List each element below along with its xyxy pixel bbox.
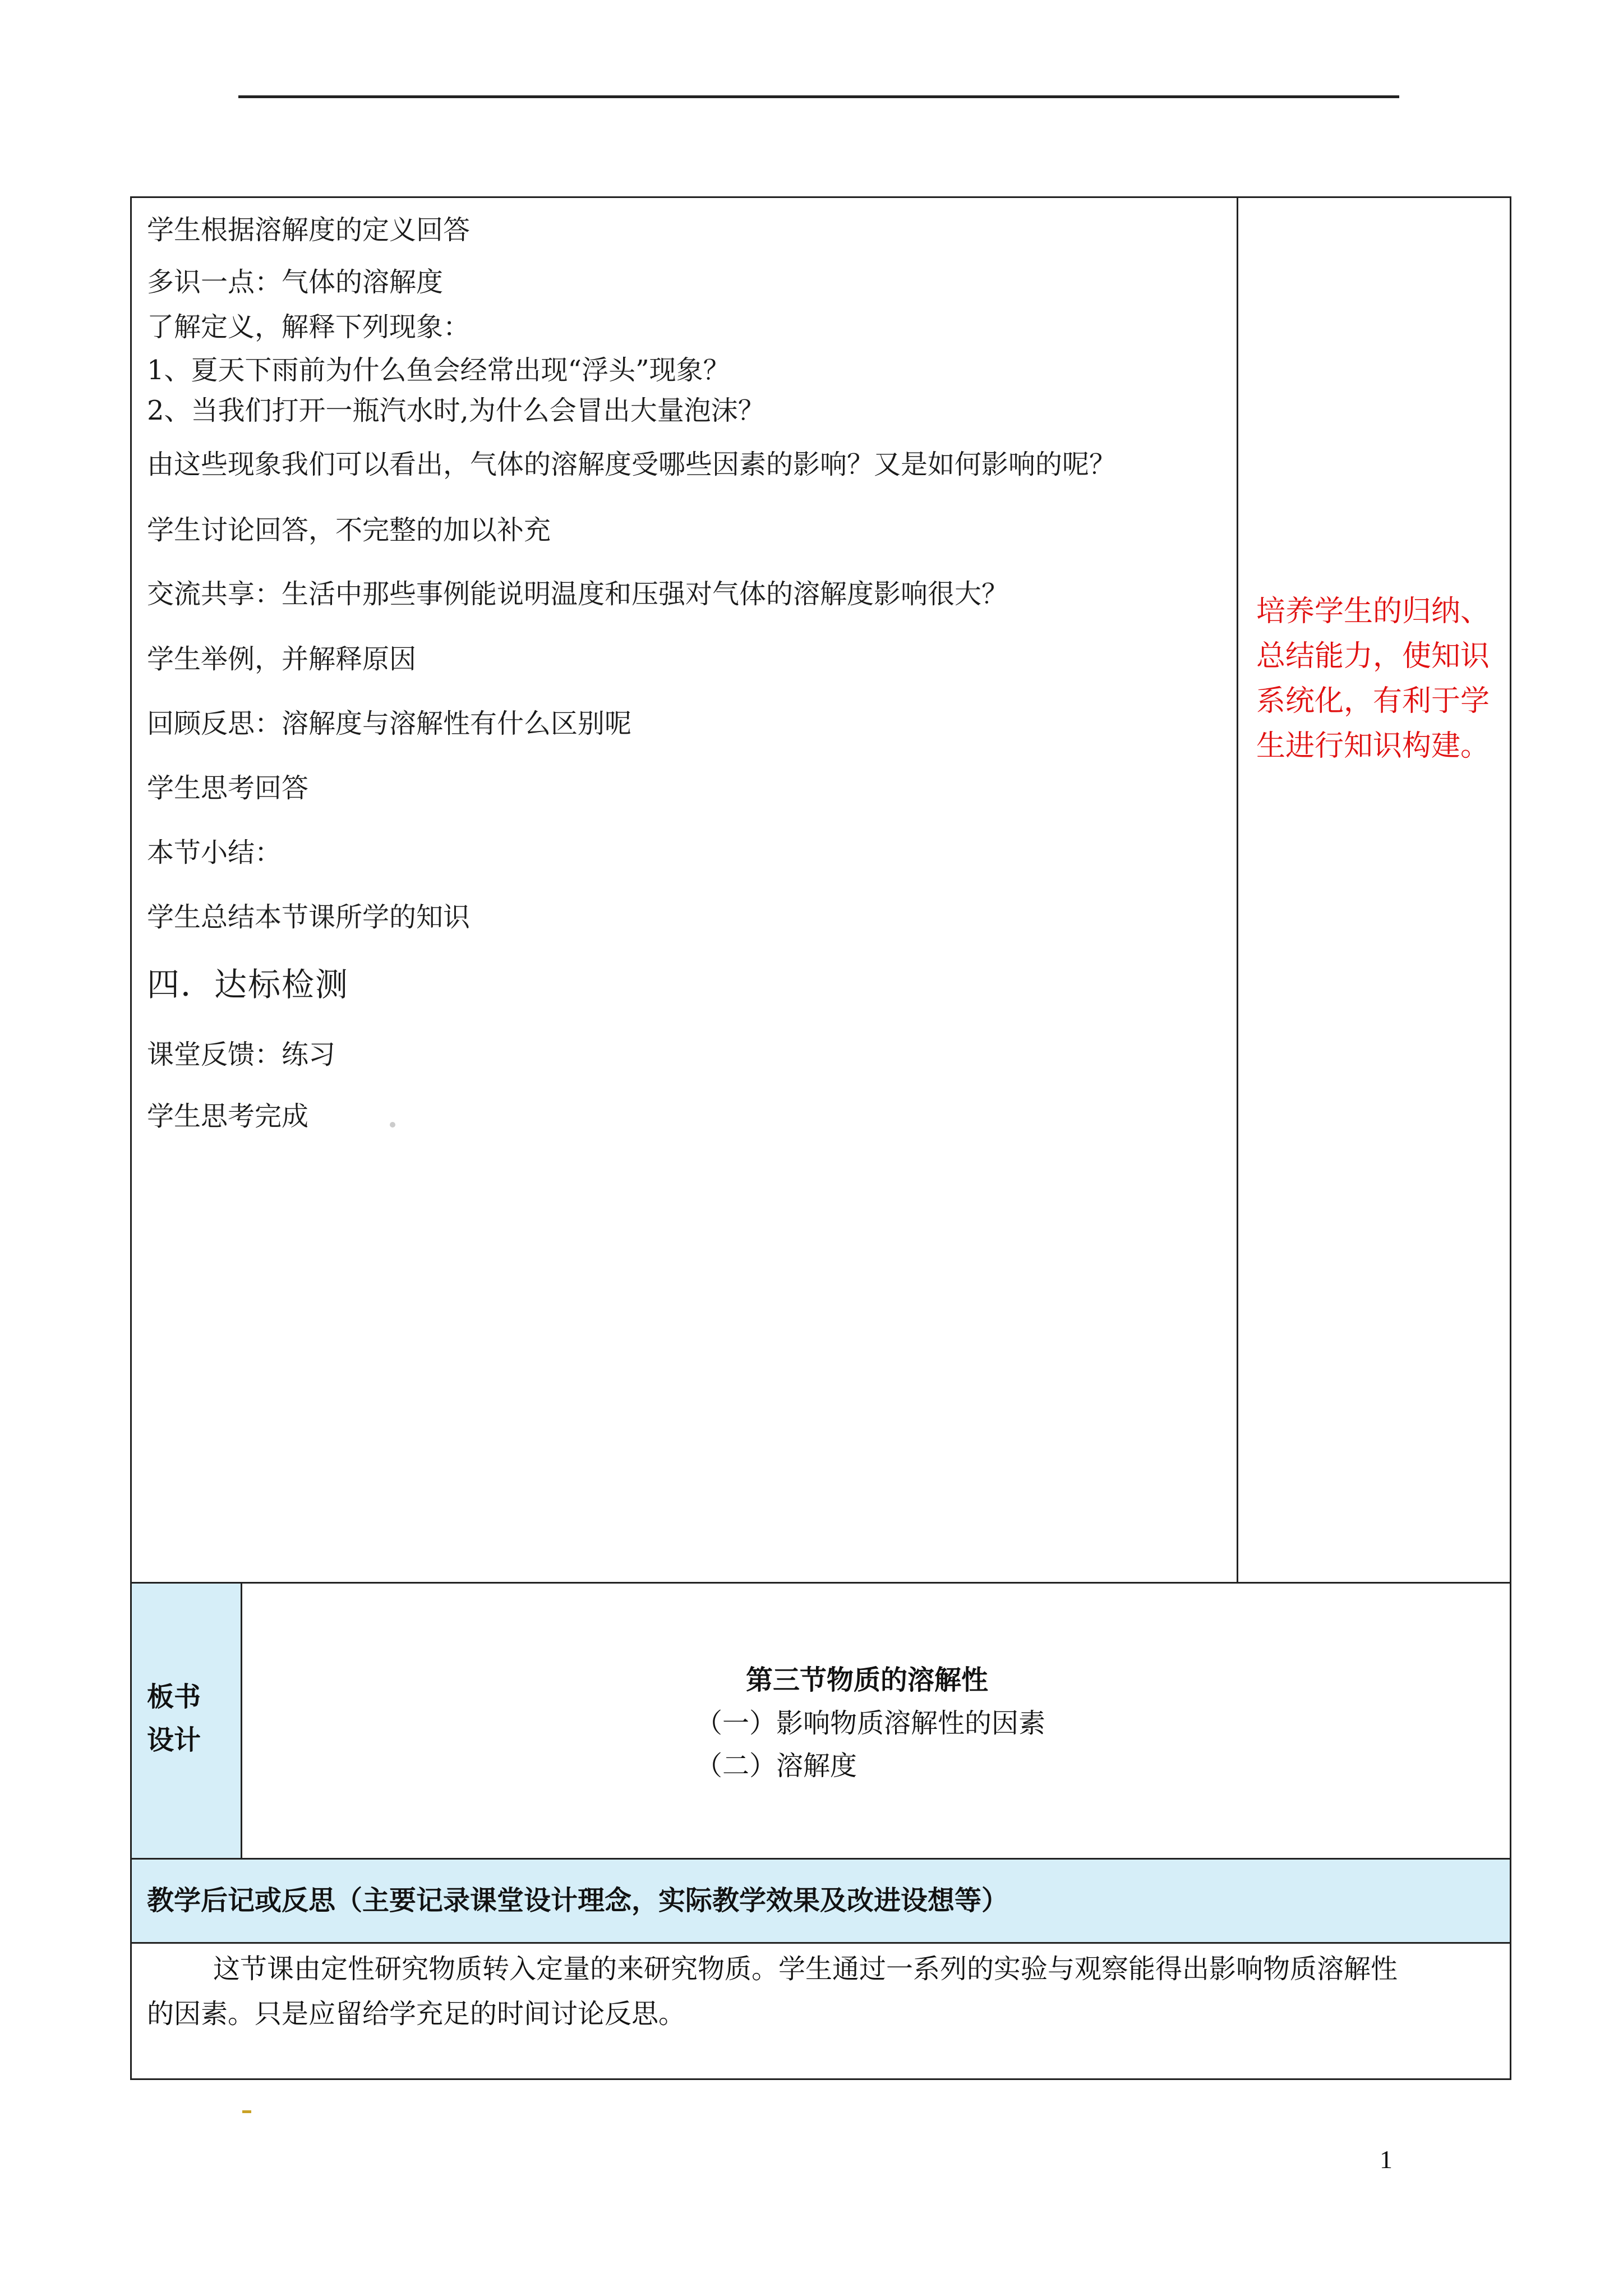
task-line: 学生思考完成 — [147, 1101, 309, 1132]
reflection-text: 的因素。只是应留给学充足的时间讨论反思。 — [147, 1998, 686, 2030]
board-item: （二）溶解度 — [695, 1750, 857, 1782]
side-note-line: 生进行知识构建。 — [1256, 729, 1490, 763]
lesson-line: 回顾反思：溶解度与溶解性有什么区别呢 — [147, 708, 632, 739]
board-label-divider — [241, 1582, 242, 1859]
header-rule — [238, 95, 1399, 98]
board-title: 第三节物质的溶解性 — [746, 1664, 989, 1696]
lesson-line: 学生讨论回答，不完整的加以补充 — [147, 514, 551, 546]
side-note-line: 总结能力，使知识 — [1256, 639, 1490, 673]
feedback-line: 课堂反馈：练习 — [147, 1039, 336, 1070]
side-column-divider — [1237, 196, 1238, 1583]
lesson-line: 学生总结本节课所学的知识 — [147, 901, 471, 933]
side-note-line: 系统化，有利于学 — [1256, 684, 1490, 718]
section-heading: 四．达标检测 — [147, 965, 349, 1004]
reflection-text: 这节课由定性研究物质转入定量的来研究物质。学生通过一系列的实验与观察能得出影响物质溶解性 — [213, 1953, 1398, 1985]
board-label: 板书 — [147, 1681, 201, 1713]
row-divider-board — [130, 1582, 1511, 1584]
row-divider-reflection-body — [130, 1942, 1511, 1944]
reflection-header: 教学后记或反思（主要记录课堂设计理念，实际教学效果及改进设想等） — [147, 1885, 1009, 1916]
scan-mark — [242, 2110, 251, 2113]
scan-smudge — [390, 1122, 395, 1128]
board-label-cell — [132, 1584, 241, 1859]
lesson-line: 1、夏天下雨前为什么鱼会经常出现“浮头”现象？ — [147, 355, 730, 386]
board-label: 设计 — [147, 1724, 201, 1756]
lesson-line: 2、当我们打开一瓶汽水时,为什么会冒出大量泡沫？ — [147, 395, 765, 426]
lesson-line: 学生根据溶解度的定义回答 — [147, 214, 471, 246]
lesson-line: 交流共享：生活中那些事例能说明温度和压强对气体的溶解度影响很大？ — [147, 578, 1009, 610]
lesson-line: 本节小结： — [147, 837, 282, 868]
side-note-line: 培养学生的归纳、 — [1256, 595, 1490, 628]
lesson-line: 学生思考回答 — [147, 772, 309, 804]
lesson-line: 学生举例，并解释原因 — [147, 643, 417, 675]
lesson-line: 由这些现象我们可以看出，气体的溶解度受哪些因素的影响？又是如何影响的呢？ — [147, 449, 1117, 480]
page-number: 1 — [1380, 2145, 1393, 2174]
board-item: （一）影响物质溶解性的因素 — [695, 1708, 1046, 1739]
lesson-line: 多识一点：气体的溶解度 — [147, 266, 444, 298]
lesson-line: 了解定义，解释下列现象： — [147, 311, 471, 343]
